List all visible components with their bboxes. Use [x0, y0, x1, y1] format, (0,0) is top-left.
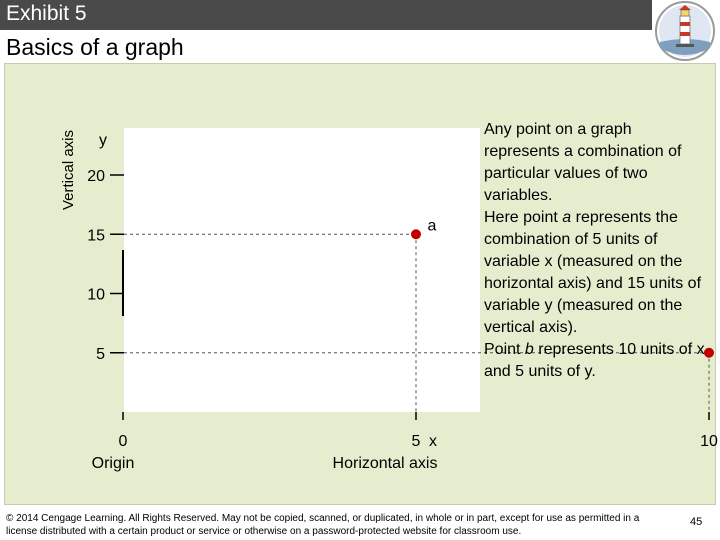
data-point — [411, 229, 421, 239]
y-axis-title: Vertical axis — [60, 129, 77, 211]
point-name: b — [524, 341, 534, 358]
description-text: Point — [484, 341, 525, 358]
y-tick-label: 5 — [96, 345, 105, 363]
point-name: a — [562, 209, 572, 226]
description-text: represents the combination of 5 units of variable x (measured on the horizontal axis) and 15 units of variable y (measured on the vertical axis). — [484, 209, 702, 336]
y-axis-letter: y — [99, 132, 107, 149]
description-para-2 — [484, 207, 706, 339]
x-tick-label: 5 — [411, 433, 421, 450]
y-tick-label: 20 — [87, 168, 105, 185]
description-para-1: Any point on a graph represents a combination of particular values of two variables. — [484, 121, 682, 204]
description — [484, 119, 706, 383]
description-para-3 — [484, 339, 706, 383]
origin-label: Origin — [91, 455, 135, 472]
page-number: 45 — [690, 516, 703, 528]
copyright-notice: © 2014 Cengage Learning. All Rights Reserved. May not be copied, scanned, or duplicated, in whole or in part, except for use as permitted in a license distributed with a certain product or service or otherwise on a password-protected website for classroom use. — [6, 513, 640, 537]
data-point-label: a — [427, 217, 437, 235]
x-tick-label: 0 — [118, 433, 128, 450]
page-title: Basics of a graph — [6, 34, 184, 60]
exhibit-label: Exhibit 5 — [6, 2, 87, 25]
plot-area — [124, 128, 480, 412]
y-tick-label: 10 — [87, 286, 105, 304]
description-text: represents 10 units of x and 5 units of y. — [484, 341, 705, 380]
x-axis-title: Horizontal axis — [332, 455, 438, 472]
x-axis-letter: x — [429, 433, 437, 450]
x-tick-label: 10 — [700, 433, 718, 450]
description-text: Here point — [484, 209, 563, 226]
y-tick-label: 15 — [87, 227, 105, 245]
